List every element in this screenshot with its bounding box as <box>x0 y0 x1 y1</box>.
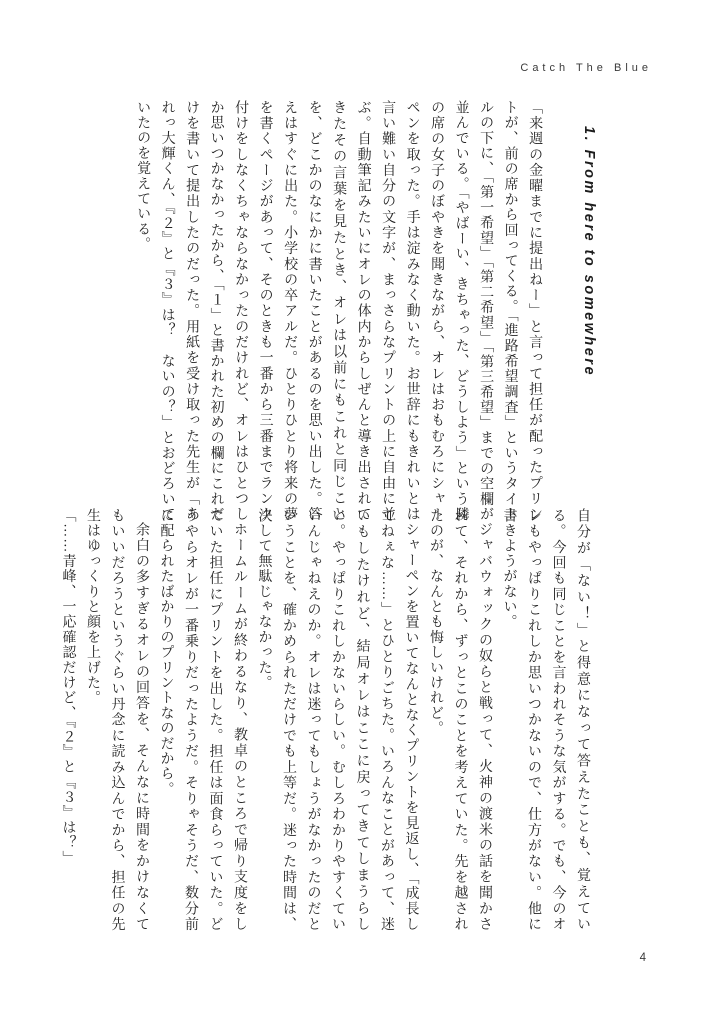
paragraph: 自分が「ない！」と得意になって答えたことも、覚えている。今回も同じことを言われそうな気がする。でも、今のオレもやっぱりこれしか思いつかないので、仕方がない。他に書きようがない。 <box>501 508 590 932</box>
paragraph: シャーペンを置いてなんとなくプリントを見返し、「成長してねぇな……」とひとりごちた。いろんなことがあって、迷いもしたけれど、結局オレはここに戻ってきてしまうらしい。やっぱりこれしかないらしい。むしろわかりやすくていいんじゃねえのか。オレは迷ってもしょうがなかったのだということを、確かめられただけでも上等だ。迷った時間は、決して無駄じゃなかった。 <box>256 508 419 932</box>
paragraph: ホームルームが終わるなり、教卓のところで帰り支度をしていた担任にプリントを出した。担任は面食らっていた。どうやらオレが一番乗りだったようだ。そりゃそうだ、数分前に配られたばかりのプリントなのだから。 <box>158 508 247 932</box>
page-number: 4 <box>639 952 646 964</box>
upper-text-block <box>80 100 600 522</box>
paragraph: ジャバウォックの奴らと戦って、火神の渡米の話を聞かされて、それから、ずっとこのことを考えていた。先を越されたのが、なんとも悔しいけれど。 <box>428 508 492 932</box>
paragraph: 余白の多すぎるオレの回答を、そんなに時間をかけなくてもいいだろうというぐらい丹念に読み込んでから、担任の先生はゆっくりと顔を上げた。 <box>85 508 149 932</box>
paragraph: 「……青峰、一応確認だけど、『２』と『３』は？」 <box>60 508 76 866</box>
running-header: Catch The Blue <box>520 62 652 74</box>
chapter-title: 1. From here to somewhere <box>581 126 597 378</box>
lower-text-block <box>42 508 594 932</box>
paragraph: 「来週の金曜までに提出ねー」と言って担任が配ったプリントが、前の席から回ってくる。「進路希望調査」というタイトルの下に、「第一希望」「第二希望」「第三希望」までの空欄が並んでいる。「やばーい、きちゃった、どうしよう」という隣の席の女子のぼやきを聞きながら、オレはおもむろにシャーペンを取った。手は淀みなく動いた。お世辞にもきれいとは言い難い自分の文字が、まっさらなプリントの上に自由に並ぶ。自動筆記みたいにオレの体内からしぜんと導き出されてきたその言葉を見たとき、オレは以前にもこれと同じことを、どこかのなにかに書いたことがあるのを思い出した。答えはすぐに出た。小学校の卒アルだ。ひとりひとり将来の夢を書くページがあって、そのときも一番から三番までランク付けをしなくちゃならなかったのだけれど、オレはひとつしか思いつかなかったから、「１」と書かれた初めの欄にこれだけを書いて提出したのだった。用紙を受け取った先生が「あれっ大輝くん、『２』と『３』は？ ないの？」とおどろいていたのを覚えている。 <box>135 100 543 522</box>
